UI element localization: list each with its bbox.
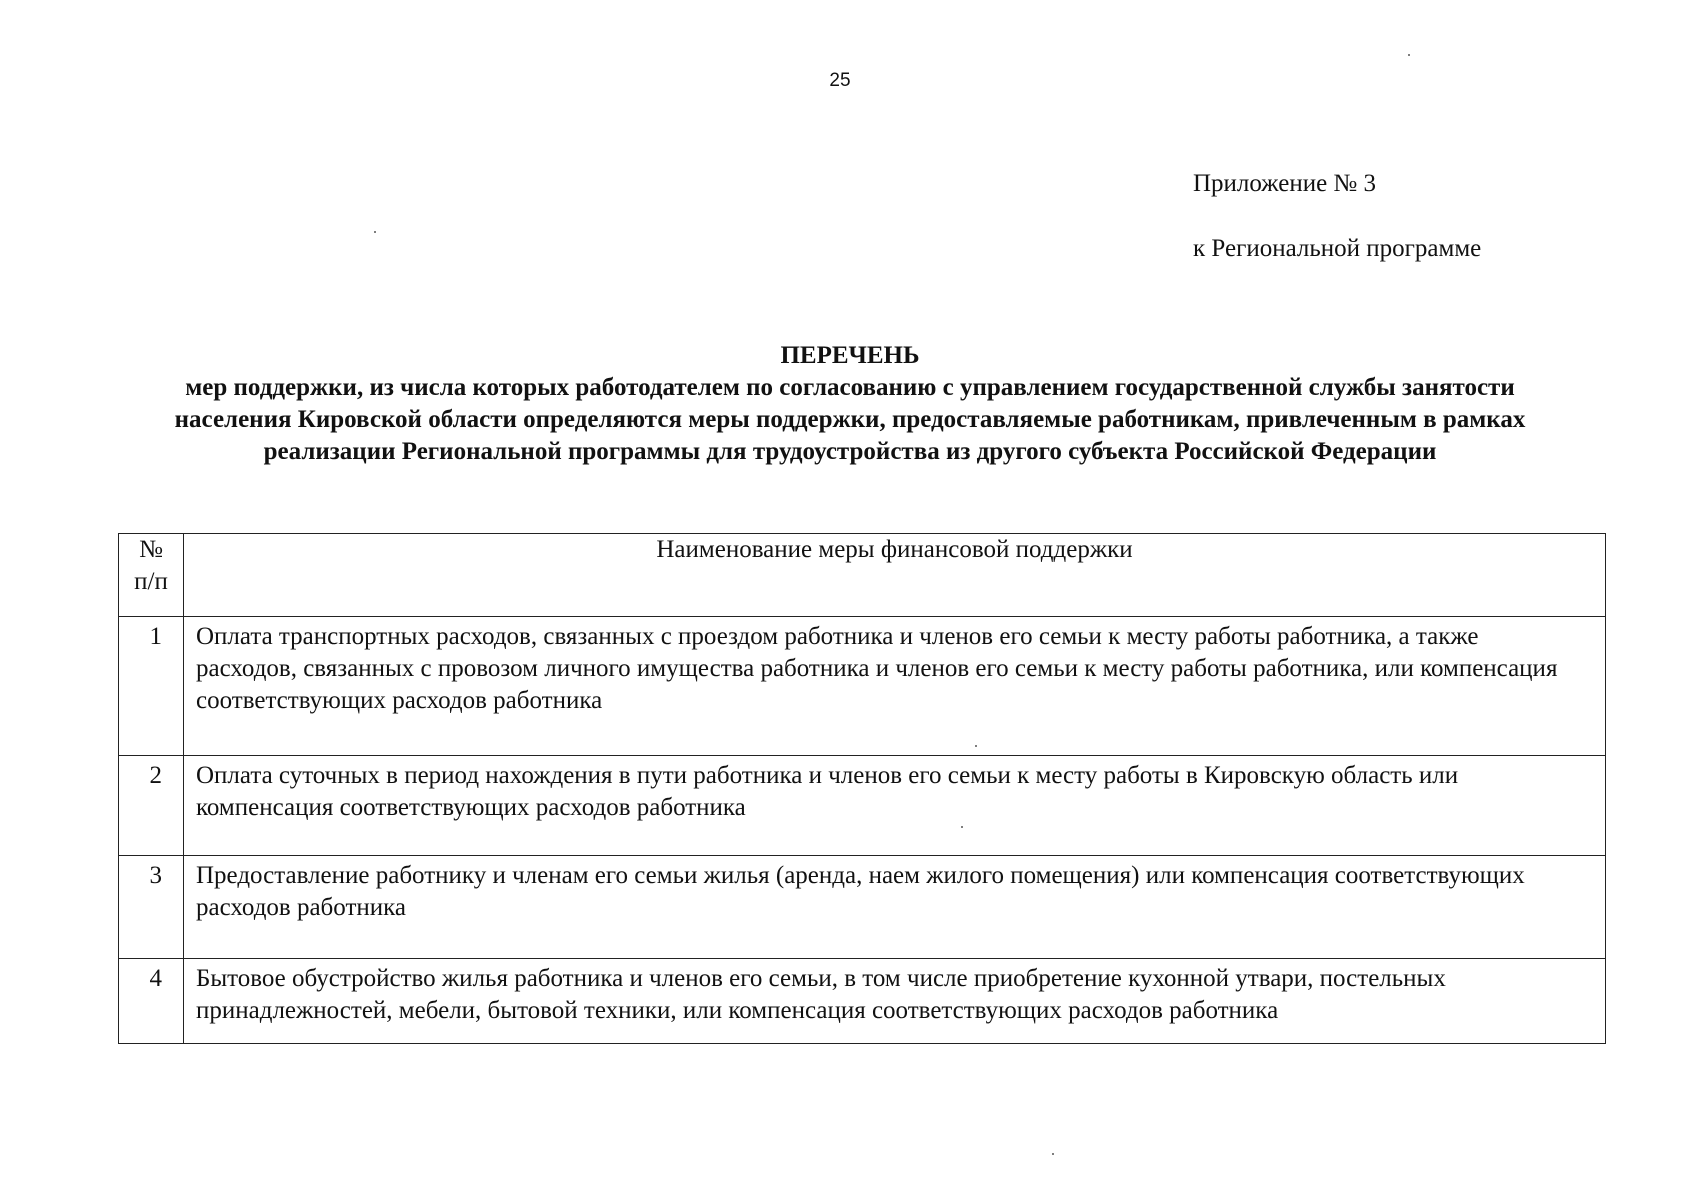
- header-number-sign: №: [139, 536, 163, 563]
- row-measure-text: Предоставление работнику и членам его семьи жилья (аренда, наем жилого помещения) или компенсация соответствующих расходов работника: [184, 856, 1606, 959]
- support-measures-table: [118, 533, 1606, 1044]
- header-number-column: [119, 534, 184, 617]
- header-measure-name: Наименование меры финансовой поддержки: [184, 534, 1606, 617]
- document-subtitle: мер поддержки, из числа которых работодателем по согласованию с управлением государственной службы занятости населения Кировской области определяются меры поддержки, предоставляемые работникам, привлеченным в рамках реализации Региональной программы для трудоустройства из другого субъекта Российской Федерации: [174, 374, 1526, 465]
- row-number: 1: [119, 617, 184, 756]
- table-header-row: [119, 534, 1606, 617]
- header-number-abbr: п/п: [134, 568, 168, 595]
- scan-speck: [374, 231, 376, 233]
- appendix-program-reference: к Региональной программе: [1193, 235, 1482, 262]
- row-measure-text: Бытовое обустройство жилья работника и членов его семьи, в том числе приобретение кухонной утвари, постельных принадлежностей, мебели, бытовой техники, или компенсация соответствующих расходов работника: [184, 959, 1606, 1044]
- table-row: [119, 756, 1606, 856]
- table-row: [119, 856, 1606, 959]
- scan-speck: [1408, 54, 1410, 56]
- scan-speck: [961, 826, 963, 828]
- row-measure-text: Оплата суточных в период нахождения в пути работника и членов его семьи к месту работы в Кировскую область или компенсация соответствующих расходов работника: [184, 756, 1606, 856]
- row-measure-text: Оплата транспортных расходов, связанных с проездом работника и членов его семьи к месту работы работника, а также расходов, связанных с провозом личного имущества работника и членов его семьи к месту работы работника, или компенсация соответствующих расходов работника: [184, 617, 1606, 756]
- table-row: [119, 959, 1606, 1044]
- table-row: [119, 617, 1606, 756]
- page-number: 25: [829, 70, 851, 91]
- row-number: 2: [119, 756, 184, 856]
- scan-speck: [975, 745, 977, 747]
- scan-speck: [1052, 1153, 1054, 1155]
- row-number: 4: [119, 959, 184, 1044]
- document-title: ПЕРЕЧЕНЬ: [780, 342, 920, 369]
- appendix-label: Приложение № 3: [1193, 170, 1377, 197]
- row-number: 3: [119, 856, 184, 959]
